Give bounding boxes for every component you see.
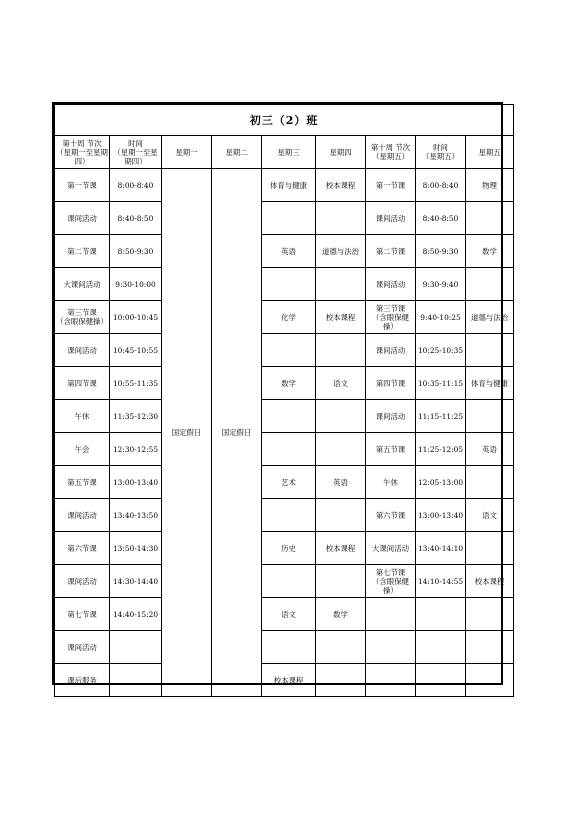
period-fri-cell: 课间活动	[366, 400, 416, 433]
time-mon-thu-cell: 13:50-14:30	[110, 532, 162, 565]
header-time-mon-thu: 时间 （星期一至星期四）	[110, 136, 162, 169]
wednesday-cell: 英语	[262, 235, 316, 268]
table-row	[55, 235, 514, 268]
wednesday-cell	[262, 499, 316, 532]
wednesday-cell	[262, 334, 316, 367]
table-row	[55, 268, 514, 301]
thursday-cell: 道德与法治	[316, 235, 366, 268]
period-mon-thu-cell: 第四节课	[55, 367, 110, 400]
friday-cell	[466, 598, 514, 631]
thursday-cell: 校本课程	[316, 169, 366, 202]
table-row	[55, 466, 514, 499]
period-fri-cell: 第七节课 （含眼保健操）	[366, 565, 416, 598]
header-time-fri: 时间 （星期五）	[416, 136, 466, 169]
time-fri-cell: 8:40-8:50	[416, 202, 466, 235]
friday-cell: 道德与法治	[466, 301, 514, 334]
period-mon-thu-cell: 第三节课 （含眼保健操）	[55, 301, 110, 334]
thursday-cell	[316, 565, 366, 598]
wednesday-cell	[262, 202, 316, 235]
time-mon-thu-cell: 8:00-8:40	[110, 169, 162, 202]
friday-cell	[466, 202, 514, 235]
thursday-cell	[316, 202, 366, 235]
wednesday-cell: 校本课程	[262, 664, 316, 697]
header-period-fri: 第十周 节次 （星期五）	[366, 136, 416, 169]
period-fri-cell: 第一节课	[366, 169, 416, 202]
time-mon-thu-cell	[110, 631, 162, 664]
wednesday-cell: 艺术	[262, 466, 316, 499]
time-mon-thu-cell: 11:35-12:30	[110, 400, 162, 433]
table-row	[55, 598, 514, 631]
time-mon-thu-cell	[110, 664, 162, 697]
header-row	[55, 136, 514, 169]
period-mon-thu-cell: 第五节课	[55, 466, 110, 499]
wednesday-cell: 语文	[262, 598, 316, 631]
wednesday-cell: 化学	[262, 301, 316, 334]
wednesday-cell	[262, 268, 316, 301]
wednesday-cell	[262, 433, 316, 466]
time-mon-thu-cell: 8:40-8:50	[110, 202, 162, 235]
period-mon-thu-cell: 第六节课	[55, 532, 110, 565]
wednesday-cell	[262, 631, 316, 664]
period-mon-thu-cell: 课间活动	[55, 565, 110, 598]
thursday-cell: 校本课程	[316, 532, 366, 565]
friday-cell: 语文	[466, 499, 514, 532]
period-fri-cell: 第六节课	[366, 499, 416, 532]
friday-cell: 数学	[466, 235, 514, 268]
thursday-cell: 英语	[316, 466, 366, 499]
period-fri-cell: 第四节课	[366, 367, 416, 400]
table-row	[55, 301, 514, 334]
time-fri-cell: 11:25-12:05	[416, 433, 466, 466]
period-fri-cell	[366, 598, 416, 631]
friday-cell	[466, 631, 514, 664]
time-fri-cell: 13:40-14:10	[416, 532, 466, 565]
table-row	[55, 367, 514, 400]
time-mon-thu-cell: 12:30-12:55	[110, 433, 162, 466]
thursday-cell	[316, 334, 366, 367]
time-mon-thu-cell: 14:40-15:20	[110, 598, 162, 631]
thursday-cell: 校本课程	[316, 301, 366, 334]
timetable-sheet	[52, 102, 509, 685]
header-friday: 星期五	[466, 136, 514, 169]
friday-cell: 体育与健康	[466, 367, 514, 400]
period-mon-thu-cell: 课间活动	[55, 631, 110, 664]
thursday-cell: 数学	[316, 598, 366, 631]
period-fri-cell: 第三节课 （含眼保健操）	[366, 301, 416, 334]
time-fri-cell: 10:25-10:35	[416, 334, 466, 367]
header-tuesday: 星期二	[212, 136, 262, 169]
table-row	[55, 433, 514, 466]
table-row	[55, 565, 514, 598]
friday-cell	[466, 532, 514, 565]
time-mon-thu-cell: 13:00-13:40	[110, 466, 162, 499]
table-row	[55, 532, 514, 565]
time-mon-thu-cell: 14:30-14:40	[110, 565, 162, 598]
header-monday: 星期一	[162, 136, 212, 169]
friday-cell	[466, 334, 514, 367]
thursday-cell	[316, 400, 366, 433]
friday-cell	[466, 268, 514, 301]
monday-holiday-cell: 国定假日	[162, 169, 212, 697]
time-fri-cell	[416, 631, 466, 664]
period-fri-cell: 大课间活动	[366, 532, 416, 565]
thursday-cell	[316, 268, 366, 301]
timetable	[54, 104, 514, 697]
period-fri-cell: 课间活动	[366, 268, 416, 301]
period-mon-thu-cell: 课间活动	[55, 499, 110, 532]
friday-cell: 物理	[466, 169, 514, 202]
thursday-cell	[316, 631, 366, 664]
time-mon-thu-cell: 10:00-10:45	[110, 301, 162, 334]
time-fri-cell: 13:00-13:40	[416, 499, 466, 532]
period-mon-thu-cell: 午休	[55, 400, 110, 433]
friday-cell: 校本课程	[466, 565, 514, 598]
table-title: 初三（2）班	[55, 105, 514, 136]
period-mon-thu-cell: 课后服务	[55, 664, 110, 697]
table-row	[55, 664, 514, 697]
wednesday-cell: 数学	[262, 367, 316, 400]
table-row	[55, 631, 514, 664]
time-fri-cell	[416, 664, 466, 697]
time-fri-cell: 11:15-11:25	[416, 400, 466, 433]
time-fri-cell: 9:30-9:40	[416, 268, 466, 301]
header-period-mon-thu: 第十周 节次 （星期一至星期四）	[55, 136, 110, 169]
time-fri-cell: 10:35-11:15	[416, 367, 466, 400]
period-mon-thu-cell: 第一节课	[55, 169, 110, 202]
period-mon-thu-cell: 课间活动	[55, 334, 110, 367]
thursday-cell: 语文	[316, 367, 366, 400]
period-fri-cell: 课间活动	[366, 334, 416, 367]
period-fri-cell: 第二节课	[366, 235, 416, 268]
header-wednesday: 星期三	[262, 136, 316, 169]
wednesday-cell: 历史	[262, 532, 316, 565]
period-fri-cell	[366, 664, 416, 697]
period-mon-thu-cell: 课间活动	[55, 202, 110, 235]
time-fri-cell: 9:40-10:25	[416, 301, 466, 334]
thursday-cell	[316, 664, 366, 697]
period-mon-thu-cell: 午会	[55, 433, 110, 466]
time-mon-thu-cell: 13:40-13:50	[110, 499, 162, 532]
friday-cell: 英语	[466, 433, 514, 466]
period-mon-thu-cell: 第七节课	[55, 598, 110, 631]
friday-cell	[466, 664, 514, 697]
friday-cell	[466, 466, 514, 499]
table-row	[55, 202, 514, 235]
tuesday-holiday-cell: 国定假日	[212, 169, 262, 697]
time-mon-thu-cell: 10:45-10:55	[110, 334, 162, 367]
period-mon-thu-cell: 第二节课	[55, 235, 110, 268]
friday-cell	[466, 400, 514, 433]
table-row	[55, 334, 514, 367]
time-fri-cell: 14:10-14:55	[416, 565, 466, 598]
time-fri-cell: 8:00-8:40	[416, 169, 466, 202]
header-thursday: 星期四	[316, 136, 366, 169]
thursday-cell	[316, 433, 366, 466]
table-row	[55, 499, 514, 532]
wednesday-cell	[262, 400, 316, 433]
period-fri-cell: 课间活动	[366, 202, 416, 235]
period-fri-cell	[366, 631, 416, 664]
table-row	[55, 169, 514, 202]
wednesday-cell: 体育与健康	[262, 169, 316, 202]
time-mon-thu-cell: 9:30-10:00	[110, 268, 162, 301]
time-fri-cell: 12:05-13:00	[416, 466, 466, 499]
period-mon-thu-cell: 大课间活动	[55, 268, 110, 301]
time-fri-cell	[416, 598, 466, 631]
time-mon-thu-cell: 10:55-11:35	[110, 367, 162, 400]
period-fri-cell: 第五节课	[366, 433, 416, 466]
time-fri-cell: 8:50-9:30	[416, 235, 466, 268]
thursday-cell	[316, 499, 366, 532]
wednesday-cell	[262, 565, 316, 598]
time-mon-thu-cell: 8:50-9:30	[110, 235, 162, 268]
period-fri-cell: 午休	[366, 466, 416, 499]
table-row	[55, 400, 514, 433]
